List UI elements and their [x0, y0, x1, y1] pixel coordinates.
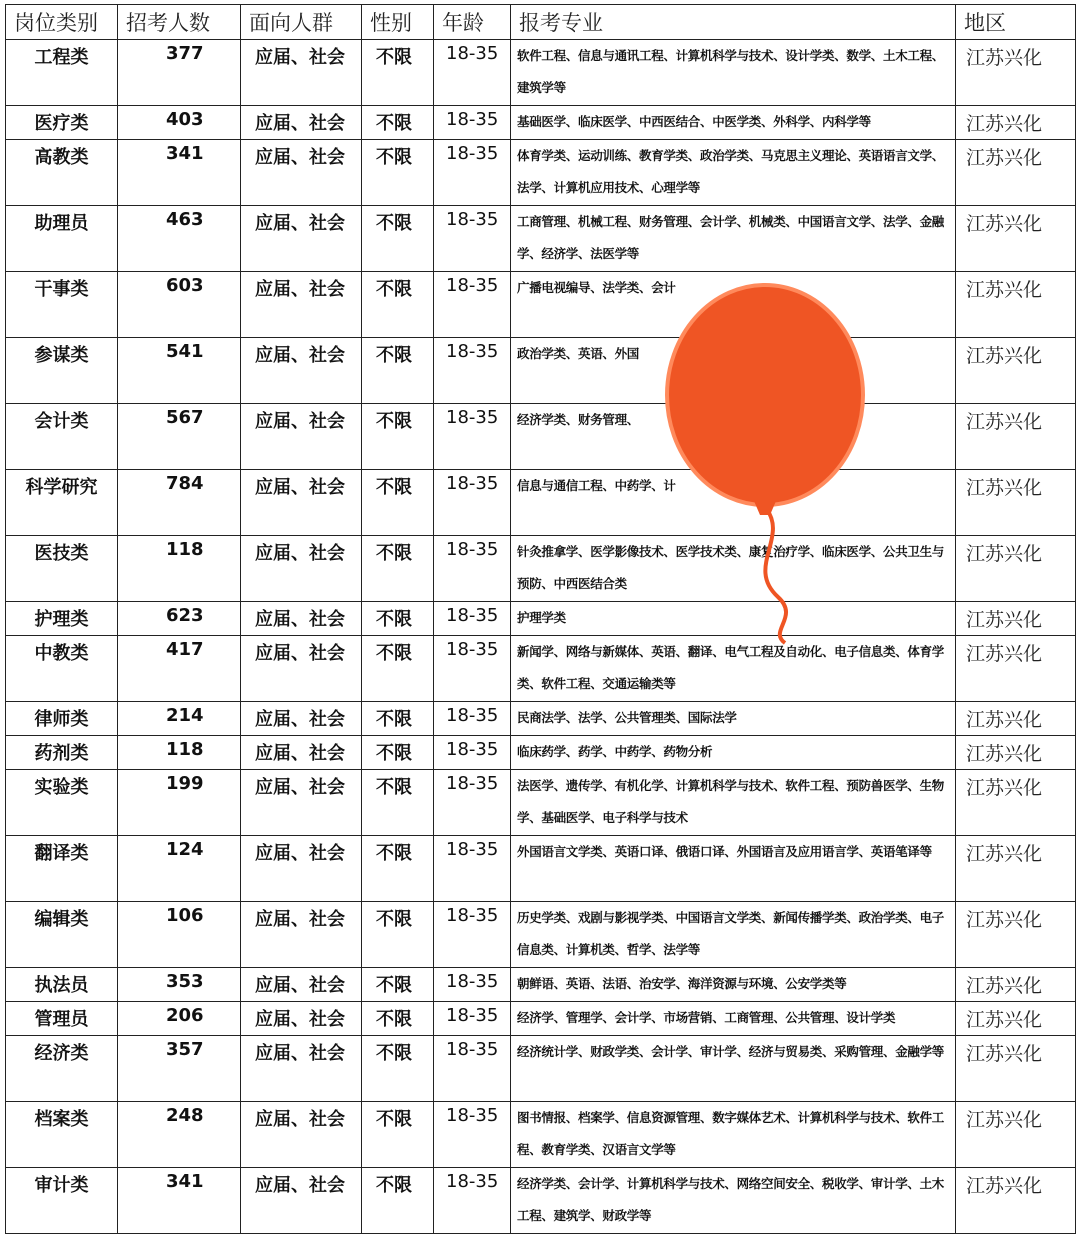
row-age: 18-35	[434, 1036, 511, 1102]
row-gender: 不限	[362, 106, 434, 140]
row-majors: 护理学类	[511, 602, 956, 636]
row-category: 药剂类	[6, 736, 118, 770]
row-age: 18-35	[434, 770, 511, 836]
row-count: 463	[118, 206, 241, 272]
table-row	[6, 106, 1076, 140]
row-age: 18-35	[434, 736, 511, 770]
row-gender: 不限	[362, 470, 434, 536]
row-category: 助理员	[6, 206, 118, 272]
row-age: 18-35	[434, 902, 511, 968]
row-region: 江苏兴化	[956, 1102, 1076, 1168]
table-row	[6, 968, 1076, 1002]
table-row	[6, 602, 1076, 636]
row-category: 中教类	[6, 636, 118, 702]
row-region: 江苏兴化	[956, 1168, 1076, 1234]
row-age: 18-35	[434, 106, 511, 140]
row-group: 应届、社会	[241, 1002, 362, 1036]
row-region: 江苏兴化	[956, 770, 1076, 836]
row-group: 应届、社会	[241, 902, 362, 968]
row-count: 248	[118, 1102, 241, 1168]
row-gender: 不限	[362, 1102, 434, 1168]
row-gender: 不限	[362, 702, 434, 736]
row-region: 江苏兴化	[956, 602, 1076, 636]
row-group: 应届、社会	[241, 770, 362, 836]
row-gender: 不限	[362, 902, 434, 968]
row-region: 江苏兴化	[956, 338, 1076, 404]
row-category: 档案类	[6, 1102, 118, 1168]
recruitment-table	[5, 4, 1076, 1234]
row-age: 18-35	[434, 702, 511, 736]
row-region: 江苏兴化	[956, 736, 1076, 770]
row-category: 医疗类	[6, 106, 118, 140]
row-gender: 不限	[362, 736, 434, 770]
row-category: 经济类	[6, 1036, 118, 1102]
row-region: 江苏兴化	[956, 272, 1076, 338]
row-majors: 经济学类、财务管理、	[511, 404, 956, 470]
row-category: 翻译类	[6, 836, 118, 902]
row-group: 应届、社会	[241, 1168, 362, 1234]
row-gender: 不限	[362, 1002, 434, 1036]
row-count: 124	[118, 836, 241, 902]
table-row	[6, 536, 1076, 602]
row-region: 江苏兴化	[956, 206, 1076, 272]
table-row	[6, 470, 1076, 536]
row-age: 18-35	[434, 836, 511, 902]
row-gender: 不限	[362, 536, 434, 602]
row-majors: 经济统计学、财政学类、会计学、审计学、经济与贸易类、采购管理、金融学等	[511, 1036, 956, 1102]
row-group: 应届、社会	[241, 736, 362, 770]
row-age: 18-35	[434, 40, 511, 106]
row-majors: 软件工程、信息与通讯工程、计算机科学与技术、设计学类、数学、土木工程、建筑学等	[511, 40, 956, 106]
row-category: 医技类	[6, 536, 118, 602]
table-row	[6, 1036, 1076, 1102]
row-count: 341	[118, 1168, 241, 1234]
row-age: 18-35	[434, 470, 511, 536]
row-group: 应届、社会	[241, 206, 362, 272]
row-count: 567	[118, 404, 241, 470]
row-region: 江苏兴化	[956, 1002, 1076, 1036]
table-row	[6, 702, 1076, 736]
row-gender: 不限	[362, 272, 434, 338]
balloon-sticker	[650, 275, 880, 655]
table-row	[6, 836, 1076, 902]
row-region: 江苏兴化	[956, 836, 1076, 902]
table-row	[6, 1002, 1076, 1036]
row-gender: 不限	[362, 968, 434, 1002]
row-count: 603	[118, 272, 241, 338]
row-category: 参谋类	[6, 338, 118, 404]
table-row	[6, 140, 1076, 206]
row-category: 会计类	[6, 404, 118, 470]
row-majors: 临床药学、药学、中药学、药物分析	[511, 736, 956, 770]
balloon-body	[667, 285, 863, 505]
row-age: 18-35	[434, 636, 511, 702]
table-row	[6, 206, 1076, 272]
row-majors: 经济学、管理学、会计学、市场营销、工商管理、公共管理、设计学类	[511, 1002, 956, 1036]
table-row	[6, 272, 1076, 338]
row-region: 江苏兴化	[956, 140, 1076, 206]
row-group: 应届、社会	[241, 140, 362, 206]
balloon-knot	[754, 501, 776, 515]
row-majors: 广播电视编导、法学类、会计	[511, 272, 956, 338]
table-row	[6, 338, 1076, 404]
row-region: 江苏兴化	[956, 536, 1076, 602]
row-majors: 民商法学、法学、公共管理类、国际法学	[511, 702, 956, 736]
row-age: 18-35	[434, 272, 511, 338]
table-row	[6, 736, 1076, 770]
row-age: 18-35	[434, 968, 511, 1002]
row-majors: 外国语言文学类、英语口译、俄语口译、外国语言及应用语言学、英语笔译等	[511, 836, 956, 902]
balloon-string	[765, 507, 786, 643]
header-count: 招考人数	[118, 5, 241, 40]
row-count: 377	[118, 40, 241, 106]
row-count: 357	[118, 1036, 241, 1102]
row-majors: 针灸推拿学、医学影像技术、医学技术类、康复治疗学、临床医学、公共卫生与预防、中西医结合类	[511, 536, 956, 602]
row-region: 江苏兴化	[956, 470, 1076, 536]
row-region: 江苏兴化	[956, 106, 1076, 140]
row-category: 实验类	[6, 770, 118, 836]
row-group: 应届、社会	[241, 338, 362, 404]
row-group: 应届、社会	[241, 404, 362, 470]
table-row	[6, 404, 1076, 470]
row-majors: 新闻学、网络与新媒体、英语、翻译、电气工程及自动化、电子信息类、体育学类、软件工程、交通运输类等	[511, 636, 956, 702]
row-category: 护理类	[6, 602, 118, 636]
row-age: 18-35	[434, 404, 511, 470]
table-row	[6, 1168, 1076, 1234]
row-count: 341	[118, 140, 241, 206]
row-gender: 不限	[362, 602, 434, 636]
table-row	[6, 40, 1076, 106]
row-majors: 体育学类、运动训练、教育学类、政治学类、马克思主义理论、英语语言文学、法学、计算机应用技术、心理学等	[511, 140, 956, 206]
row-gender: 不限	[362, 770, 434, 836]
row-age: 18-35	[434, 206, 511, 272]
header-region: 地区	[956, 5, 1076, 40]
row-count: 353	[118, 968, 241, 1002]
row-region: 江苏兴化	[956, 1036, 1076, 1102]
row-group: 应届、社会	[241, 702, 362, 736]
row-region: 江苏兴化	[956, 40, 1076, 106]
row-age: 18-35	[434, 338, 511, 404]
row-gender: 不限	[362, 140, 434, 206]
row-gender: 不限	[362, 836, 434, 902]
row-gender: 不限	[362, 338, 434, 404]
row-age: 18-35	[434, 602, 511, 636]
header-category: 岗位类别	[6, 5, 118, 40]
row-count: 118	[118, 536, 241, 602]
row-category: 工程类	[6, 40, 118, 106]
row-region: 江苏兴化	[956, 968, 1076, 1002]
table-row	[6, 770, 1076, 836]
row-count: 214	[118, 702, 241, 736]
row-age: 18-35	[434, 1102, 511, 1168]
row-majors: 政治学类、英语、外国	[511, 338, 956, 404]
row-count: 784	[118, 470, 241, 536]
row-majors: 图书情报、档案学、信息资源管理、数字媒体艺术、计算机科学与技术、软件工程、教育学类、汉语言文学等	[511, 1102, 956, 1168]
row-category: 审计类	[6, 1168, 118, 1234]
row-majors: 信息与通信工程、中药学、计	[511, 470, 956, 536]
row-group: 应届、社会	[241, 968, 362, 1002]
row-age: 18-35	[434, 536, 511, 602]
row-age: 18-35	[434, 1002, 511, 1036]
row-group: 应届、社会	[241, 536, 362, 602]
table-row	[6, 636, 1076, 702]
row-gender: 不限	[362, 1168, 434, 1234]
row-group: 应届、社会	[241, 602, 362, 636]
row-category: 律师类	[6, 702, 118, 736]
row-group: 应届、社会	[241, 470, 362, 536]
row-group: 应届、社会	[241, 1036, 362, 1102]
row-region: 江苏兴化	[956, 702, 1076, 736]
row-category: 科学研究	[6, 470, 118, 536]
row-category: 管理员	[6, 1002, 118, 1036]
row-region: 江苏兴化	[956, 636, 1076, 702]
row-category: 执法员	[6, 968, 118, 1002]
row-majors: 基础医学、临床医学、中西医结合、中医学类、外科学、内科学等	[511, 106, 956, 140]
row-majors: 法医学、遗传学、有机化学、计算机科学与技术、软件工程、预防兽医学、生物学、基础医学、电子科学与技术	[511, 770, 956, 836]
row-count: 417	[118, 636, 241, 702]
row-category: 干事类	[6, 272, 118, 338]
row-gender: 不限	[362, 404, 434, 470]
row-category: 编辑类	[6, 902, 118, 968]
row-count: 403	[118, 106, 241, 140]
row-majors: 朝鲜语、英语、法语、治安学、海洋资源与环境、公安学类等	[511, 968, 956, 1002]
row-count: 623	[118, 602, 241, 636]
row-gender: 不限	[362, 1036, 434, 1102]
row-group: 应届、社会	[241, 106, 362, 140]
row-majors: 经济学类、会计学、计算机科学与技术、网络空间安全、税收学、审计学、土木工程、建筑学、财政学等	[511, 1168, 956, 1234]
row-category: 高教类	[6, 140, 118, 206]
table-row	[6, 1102, 1076, 1168]
row-count: 206	[118, 1002, 241, 1036]
header-gender: 性别	[362, 5, 434, 40]
row-group: 应届、社会	[241, 636, 362, 702]
row-group: 应届、社会	[241, 836, 362, 902]
row-count: 106	[118, 902, 241, 968]
row-count: 541	[118, 338, 241, 404]
row-count: 118	[118, 736, 241, 770]
table-row	[6, 902, 1076, 968]
row-majors: 工商管理、机械工程、财务管理、会计学、机械类、中国语言文学、法学、金融学、经济学、法医学等	[511, 206, 956, 272]
header-age: 年龄	[434, 5, 511, 40]
row-group: 应届、社会	[241, 272, 362, 338]
row-majors: 历史学类、戏剧与影视学类、中国语言文学类、新闻传播学类、政治学类、电子信息类、计算机类、哲学、法学等	[511, 902, 956, 968]
row-gender: 不限	[362, 40, 434, 106]
row-group: 应届、社会	[241, 1102, 362, 1168]
row-region: 江苏兴化	[956, 902, 1076, 968]
row-count: 199	[118, 770, 241, 836]
row-age: 18-35	[434, 140, 511, 206]
row-region: 江苏兴化	[956, 404, 1076, 470]
table-body	[6, 40, 1076, 1234]
row-gender: 不限	[362, 636, 434, 702]
table-header-row	[6, 5, 1076, 40]
header-majors: 报考专业	[511, 5, 956, 40]
header-group: 面向人群	[241, 5, 362, 40]
row-gender: 不限	[362, 206, 434, 272]
row-age: 18-35	[434, 1168, 511, 1234]
row-group: 应届、社会	[241, 40, 362, 106]
